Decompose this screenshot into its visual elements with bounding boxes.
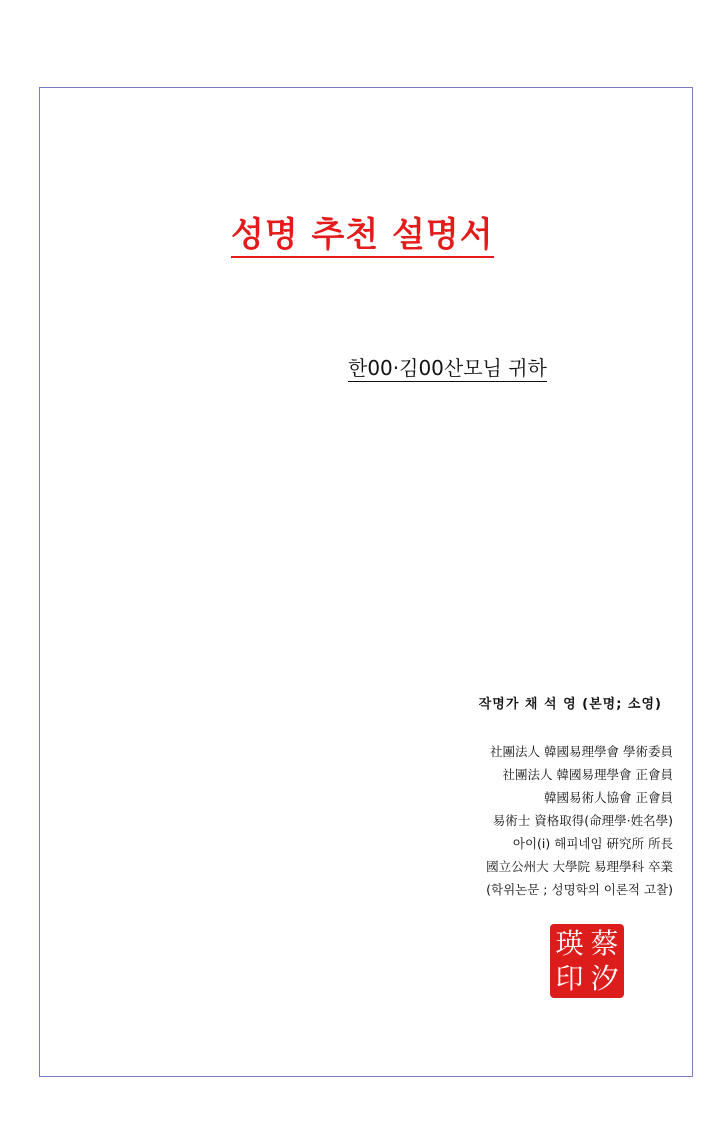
seal-stamp <box>550 924 624 998</box>
recipient-line: 한00·김00산모님 귀하 <box>348 356 547 380</box>
credential-item: 社團法人 韓國易理學會 正會員 <box>502 767 673 782</box>
credential-item: 易術士 資格取得(命理學·姓名學) <box>492 813 673 828</box>
credential-item: (학위논문 ; 성명학의 이론적 고찰) <box>486 882 673 897</box>
credential-item: 社團法人 韓國易理學會 學術委員 <box>490 744 673 759</box>
credentials-list <box>486 740 673 901</box>
seal-character: 瑛 <box>555 926 584 960</box>
credential-item: 韓國易術人協會 正會員 <box>544 790 673 805</box>
credential-item: 아이(i) 해피네임 硏究所 所長 <box>512 836 673 851</box>
document-title: 성명 추천 설명서 <box>231 215 494 258</box>
seal-character: 蔡 <box>590 926 619 960</box>
credential-item: 國立公州大 大學院 易理學科 卒業 <box>486 859 673 874</box>
seal-character: 汐 <box>590 961 619 995</box>
author-name: 작명가 채 석 영 (본명; 소영) <box>478 697 662 712</box>
seal-character: 印 <box>555 961 584 995</box>
